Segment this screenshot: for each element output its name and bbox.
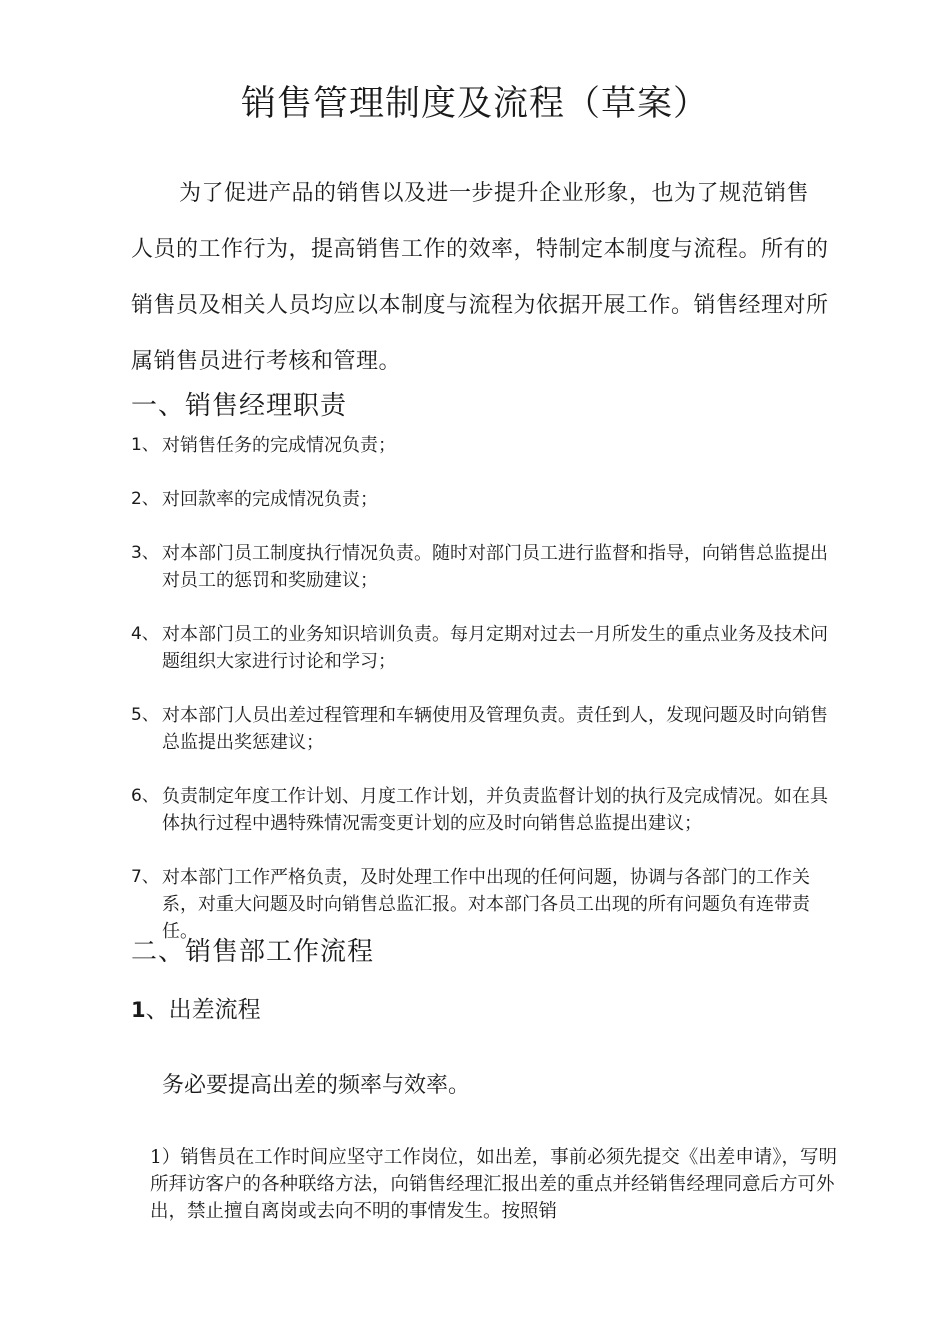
duty-item-4	[131, 621, 843, 675]
duty-number: 4、	[131, 624, 159, 644]
duty-number: 2、	[131, 489, 159, 509]
duty-number: 5、	[131, 705, 159, 725]
duty-text: 负责制定年度工作计划、月度工作计划，并负责监督计划的执行及完成情况。如在具体执行过程中遇特殊情况需变更计划的应及时向销售总监提出建议；	[162, 786, 828, 834]
travel-process-heading	[131, 994, 261, 1026]
duty-item-6	[131, 783, 843, 837]
duty-text: 对本部门员工的业务知识培训负责。每月定期对过去一月所发生的重点业务及技术问题组织大家进行讨论和学习；	[162, 624, 828, 672]
duty-item-3	[131, 540, 843, 594]
section-1-heading: 一、销售经理职责	[131, 391, 348, 421]
duty-text: 对销售任务的完成情况负责；	[162, 435, 396, 456]
duty-text: 对本部门工作严格负责，及时处理工作中出现的任何问题，协调与各部门的工作关系，对重大问题及时向销售总监汇报。对本部门各员工出现的所有问题负有连带责任。	[162, 867, 810, 942]
duty-number: 3、	[131, 543, 159, 563]
duty-item-1	[131, 432, 843, 459]
duty-item-5	[131, 702, 843, 756]
sub-heading-label: 、出差流程	[145, 997, 261, 1023]
duty-text: 对回款率的完成情况负责；	[162, 489, 378, 510]
duty-number: 7、	[131, 867, 159, 887]
duty-text: 对本部门员工制度执行情况负责。随时对部门员工进行监督和指导，向销售总监提出对员工的惩罚和奖励建议；	[162, 543, 828, 591]
duty-number: 6、	[131, 786, 159, 806]
sub-heading-number: 1	[131, 998, 146, 1022]
travel-detail-paragraph: 1）销售员在工作时间应坚守工作岗位，如出差，事前必须先提交《出差申请》，写明所拜访客户的各种联络方法，向销售经理汇报出差的重点并经销售经理同意后方可外出，禁止擅自离岗或去向不明的事情发生。按照销	[150, 1147, 838, 1222]
intro-paragraph: 为了促进产品的销售以及进一步提升企业形象，也为了规范销售人员的工作行为，提高销售工作的效率，特制定本制度与流程。所有的销售员及相关人员均应以本制度与流程为依据开展工作。销售经理对所属销售员进行考核和管理。	[131, 181, 829, 374]
section-2-heading: 二、销售部工作流程	[131, 937, 375, 967]
duty-number: 1、	[131, 435, 159, 455]
duty-text: 对本部门人员出差过程管理和车辆使用及管理负责。责任到人，发现问题及时向销售总监提出奖惩建议；	[162, 705, 828, 753]
travel-note: 务必要提高出差的频率与效率。	[162, 1073, 471, 1098]
manager-duties-list	[131, 432, 843, 945]
duty-item-2	[131, 486, 843, 513]
document-title: 销售管理制度及流程（草案）	[240, 84, 709, 124]
duty-item-7	[131, 864, 843, 945]
